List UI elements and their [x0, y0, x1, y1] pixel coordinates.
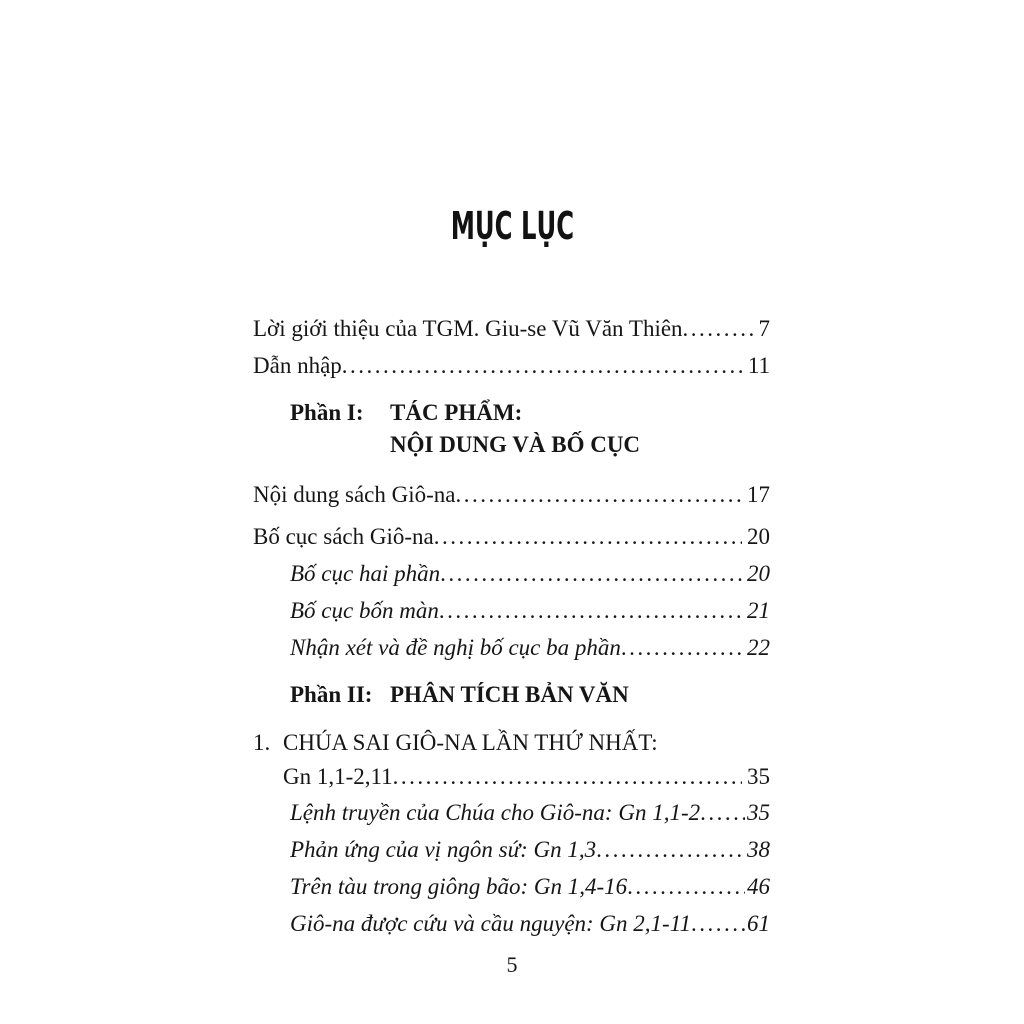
part-label: Phần I: — [290, 400, 364, 425]
toc-entry-page: 35 — [747, 800, 770, 825]
page-number-footer: 5 — [506, 952, 518, 977]
part-label: Phần II: — [290, 682, 373, 707]
dot-leader — [434, 518, 742, 555]
part-titles — [390, 397, 770, 461]
dot-leader — [439, 592, 745, 629]
toc-entry-page: 61 — [747, 911, 770, 936]
chapter-title: CHÚA SAI GIÔ-NA LẦN THỨ NHẤT: — [283, 730, 658, 755]
toc-entry — [253, 347, 770, 384]
toc-entry — [253, 310, 770, 347]
table-of-contents — [253, 310, 770, 942]
toc-entry-label: Nhận xét và đề nghị bố cục ba phần — [290, 635, 621, 660]
toc-entry-page: 35 — [747, 764, 770, 789]
part-titles — [390, 679, 770, 711]
title-wrap — [0, 0, 1024, 250]
dot-leader — [393, 760, 742, 794]
chapter-ref-row — [283, 760, 770, 794]
toc-entry-page: 46 — [747, 874, 770, 899]
toc-entry-page: 20 — [747, 524, 770, 549]
toc-entry-page: 11 — [747, 353, 770, 378]
toc-entry-page: 20 — [747, 561, 770, 586]
toc-entry-label: Lời giới thiệu của TGM. Giu-se Vũ Văn Thiên — [253, 316, 683, 341]
part-title-line: NỘI DUNG VÀ BỐ CỤC — [390, 432, 641, 457]
toc-entry-label: Phản ứng của vị ngôn sứ: Gn 1,3 — [290, 837, 597, 862]
toc-entry — [253, 476, 770, 513]
toc-entry-label: Trên tàu trong giông bão: Gn 1,4-16 — [290, 874, 628, 899]
toc-sub-entry — [290, 592, 770, 629]
chapter-ref-label: Gn 1,1-2,11 — [283, 764, 393, 789]
dot-leader — [342, 347, 743, 384]
toc-entry-page: 7 — [758, 316, 770, 341]
part-heading-2 — [253, 679, 770, 711]
chapter-heading — [253, 726, 770, 760]
toc-entry-label: Giô-na được cứu và cầu nguyện: Gn 2,1-11 — [290, 911, 691, 936]
toc-entry-page: 38 — [747, 837, 770, 862]
toc-sub-entry — [290, 794, 770, 831]
part-title-line: PHÂN TÍCH BẢN VĂN — [390, 682, 629, 707]
toc-entry-label: Nội dung sách Giô-na — [253, 482, 456, 507]
toc-sub-entry — [290, 868, 770, 905]
dot-leader — [683, 310, 754, 347]
part-heading-1 — [253, 397, 770, 461]
toc-sub-entry — [290, 831, 770, 868]
dot-leader — [456, 476, 743, 513]
toc-entry-label: Bố cục sách Giô-na — [253, 524, 434, 549]
toc-entry-page: 22 — [747, 635, 770, 660]
toc-entry-label: Bố cục bốn màn — [290, 598, 439, 623]
toc-entry-page: 17 — [747, 482, 770, 507]
dot-leader — [691, 905, 745, 942]
chapter-number: 1. — [253, 730, 271, 755]
toc-sub-entry — [290, 629, 770, 666]
toc-sub-entry — [290, 555, 770, 592]
toc-entry — [253, 518, 770, 555]
dot-leader — [627, 868, 745, 905]
part-title-line: TÁC PHẨM: — [390, 400, 523, 425]
dot-leader — [621, 629, 745, 666]
toc-entry-label: Bố cục hai phần — [290, 561, 441, 586]
dot-leader — [700, 794, 745, 831]
dot-leader — [440, 555, 745, 592]
toc-entry-page: 21 — [747, 598, 770, 623]
dot-leader — [596, 831, 745, 868]
toc-entry-label: Dẫn nhập — [253, 353, 342, 378]
toc-sub-entry — [290, 905, 770, 942]
toc-entry-label: Lệnh truyền của Chúa cho Giô-na: Gn 1,1-2 — [290, 800, 701, 825]
page-title: MỤC LỤC — [450, 204, 574, 248]
